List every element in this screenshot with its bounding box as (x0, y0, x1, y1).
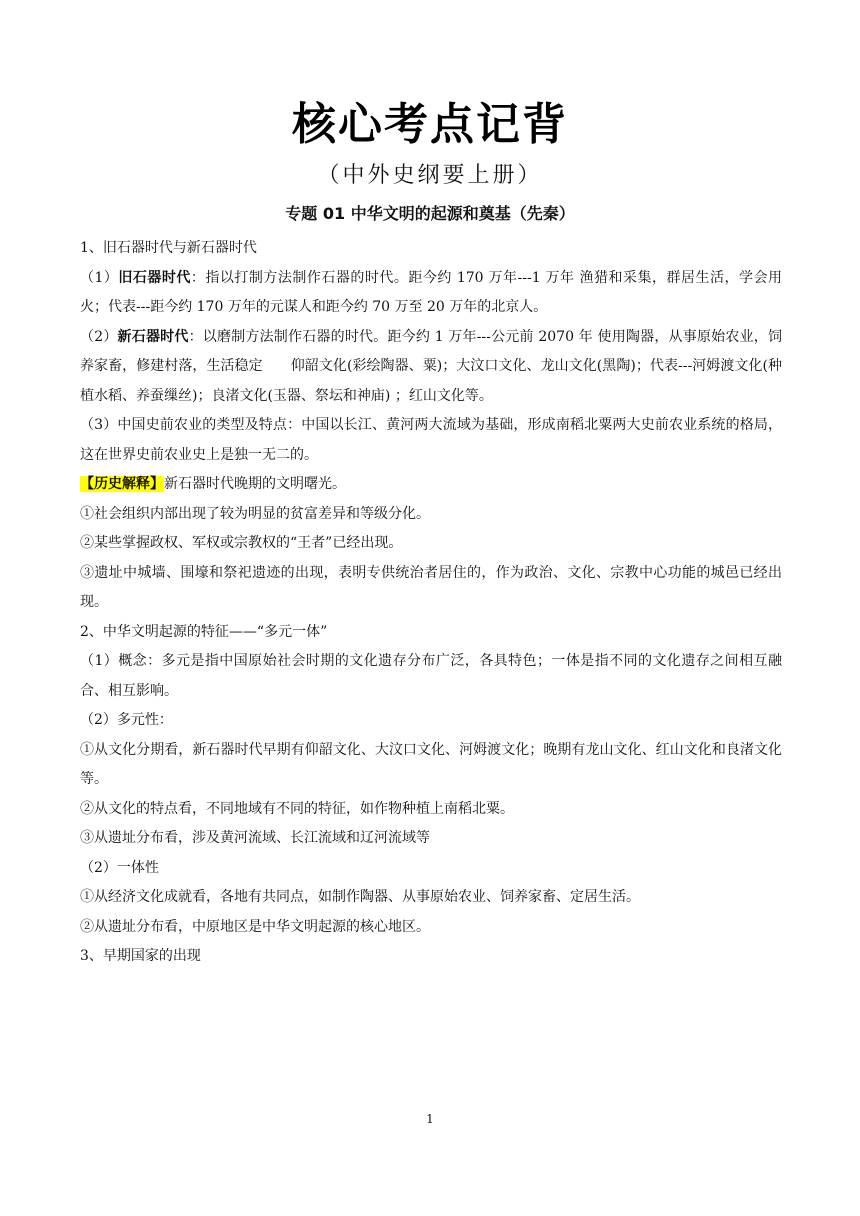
diversity-point-3: ③从遗址分布看，涉及黄河流域、长江流域和辽河流域等 (80, 830, 430, 846)
unity-heading: （2）一体性 (80, 859, 159, 876)
history-explanation-label: 【历史解释】 (80, 476, 164, 492)
section-heading-1: 1、旧石器时代与新石器时代 (80, 240, 257, 256)
unity-point-1: ①从经济文化成就看，各地有共同点，如制作陶器、从事原始农业、饲养家畜、定居生活。 (80, 889, 640, 905)
paragraph-neolithic (80, 323, 782, 412)
page-number: 1 (426, 1112, 434, 1126)
explanation-point-3: ③遗址中城墙、围壕和祭祀遗迹的出现，表明专供统治者居住的，作为政治、文化、宗教中心功能的城邑已经出现。 (80, 564, 782, 610)
item-number: （1） (80, 269, 119, 286)
neolithic-text: ：以磨制方法制作石器的时代。距今约 1 万年---公元前 2070 年 使用陶器，从事原始农业，饲养家畜，修建村落，生活稳定 仰韶文化(彩绘陶器、粟)；大汶口文化、龙山文化(黑陶)；代表---河姆渡文化(种植水稻、养蚕缫丝)；良渚文化(玉器、祭坛和神庙) ；红山文化等。 (80, 328, 782, 404)
document-body (80, 234, 782, 972)
unity-point-2: ②从遗址分布看，中原地区是中华文明起源的核心地区。 (80, 918, 430, 935)
term-neolithic: 新石器时代 (117, 328, 189, 345)
paragraph-history-explanation (80, 470, 782, 500)
paleolithic-text: ：指以打制方法制作石器的时代。距今约 170 万年---1 万年 渔猎和采集，群居生活，学会用火；代表---距今约 170 万年的元谋人和距今约 70 万至 20 万年的北京人。 (80, 269, 782, 315)
diversity-point-1: ①从文化分期看，新石器时代早期有仰韶文化、大汶口文化、河姆渡文化；晚期有龙山文化、红山文化和良渚文化等。 (80, 741, 782, 787)
topic-heading: 专题 01 中华文明的起源和奠基（先秦） (285, 204, 575, 223)
section-heading-2: 2、中华文明起源的特征——“多元一体” (80, 623, 328, 640)
document-subtitle: （中外史纲要上册） (317, 163, 543, 188)
explanation-point-1: ①社会组织内部出现了较为明显的贫富差异和等级分化。 (80, 505, 430, 522)
paragraph-concept: （1）概念：多元是指中国原始社会时期的文化遗存分布广泛，各具特色；一体是指不同的文化遗存之间相互融合、相互影响。 (80, 653, 782, 699)
paragraph-agriculture: （3）中国史前农业的类型及特点：中国以长江、黄河两大流域为基础，形成南稻北粟两大史前农业系统的格局，这在世界史前农业史上是独一无二的。 (80, 417, 782, 463)
paragraph-paleolithic (80, 264, 782, 323)
section-heading-3: 3、早期国家的出现 (80, 948, 201, 964)
document-title: 核心考点记背 (292, 99, 568, 150)
term-paleolithic: 旧石器时代 (118, 269, 191, 286)
diversity-point-2: ②从文化的特点看，不同地域有不同的特征，如作物种植上南稻北粟。 (80, 800, 514, 817)
item-number: （2） (80, 328, 118, 345)
history-explanation-text: 新石器时代晚期的文明曙光。 (164, 476, 346, 492)
explanation-point-2: ②某些掌握政权、军权或宗教权的“王者”已经出现。 (80, 535, 403, 551)
diversity-heading: （2）多元性： (80, 712, 173, 728)
